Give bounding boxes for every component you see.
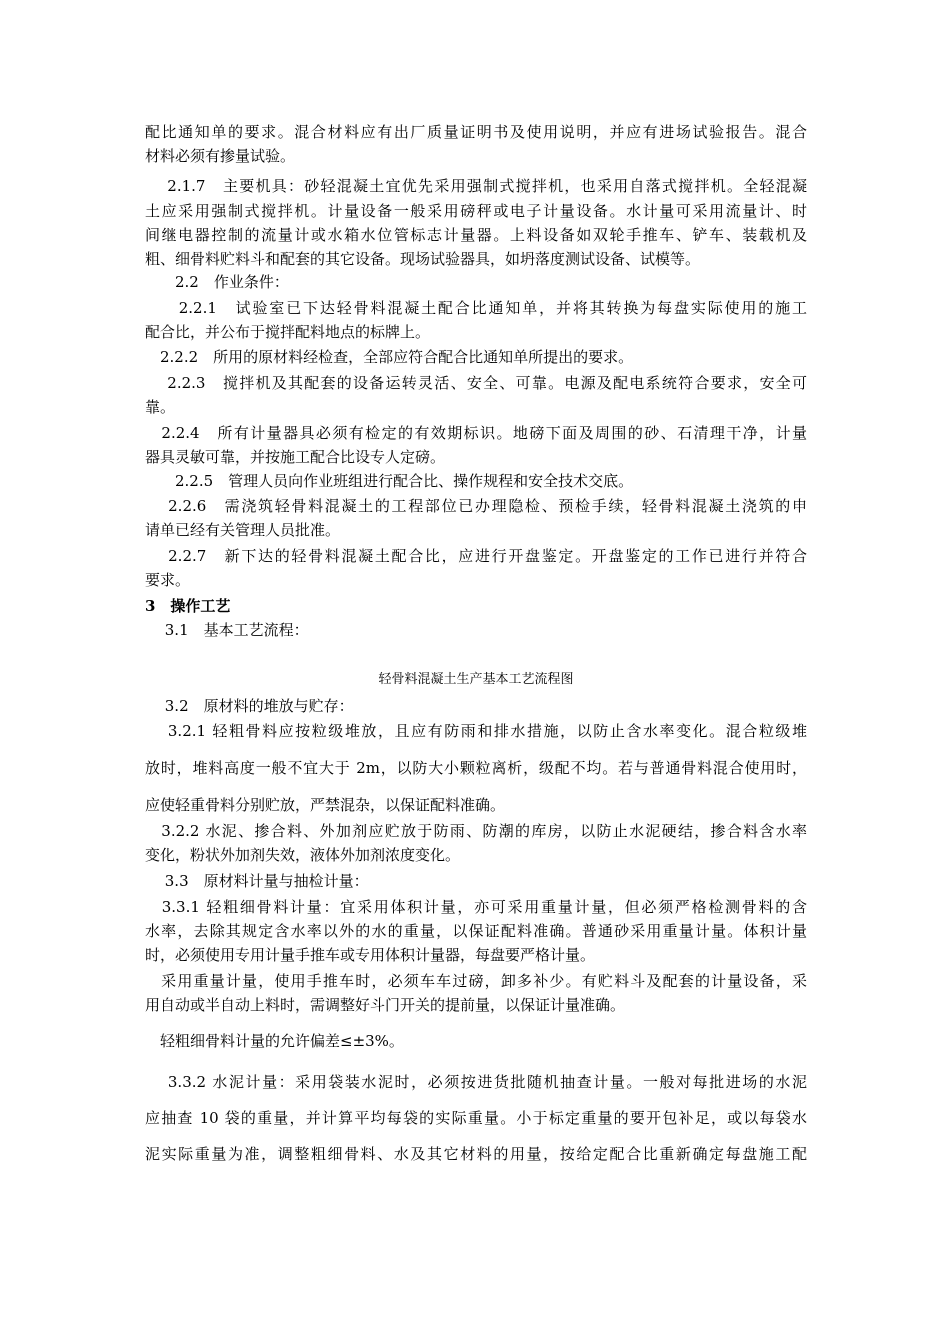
text-line: 要求。 (145, 571, 191, 589)
text-line: 3.2.2 水泥、掺合料、外加剂应贮放于防雨、防潮的库房，以防止水泥硬结，掺合料含水率 (145, 822, 807, 840)
text-line: 粗、细骨料贮料斗和配套的其它设备。现场试验器具，如坍落度测试设备、试模等。 (145, 250, 701, 268)
text-line: 3.2.1 轻粗骨料应按粒级堆放，且应有防雨和排水措施，以防止含水率变化。混合粒级堆 (145, 722, 807, 740)
text-line: 器具灵敏可靠，并按施工配合比设专人定磅。 (145, 448, 446, 466)
text-line: 材料必须有掺量试验。 (145, 147, 296, 165)
section-heading: 3 操作工艺 (145, 597, 231, 615)
text-line: 放时，堆料高度一般不宜大于 2m，以防大小颗粒离析，级配不均。若与普通骨料混合使用时， (145, 759, 807, 777)
text-line: 水率，去除其规定含水率以外的水的重量，以保证配料准确。普通砂采用重量计量。体积计量 (145, 922, 807, 940)
text-line: 2.2.6 需浇筑轻骨料混凝土的工程部位已办理隐检、预检手续，轻骨料混凝土浇筑的申 (145, 497, 807, 515)
text-line: 采用重量计量，使用手推车时，必须车车过磅，卸多补少。有贮料斗及配套的计量设备，采 (145, 972, 807, 990)
text-line: 3.3.2 水泥计量：采用袋装水泥时，必须按进货批随机抽查计量。一般对每批进场的水泥 (145, 1073, 807, 1091)
figure-caption: 轻骨料混凝土生产基本工艺流程图 (378, 672, 574, 687)
text-line: 2.2.4 所有计量器具必须有检定的有效期标识。地磅下面及周围的砂、石清理干净，计量 (145, 424, 807, 442)
text-line: 2.2.5 管理人员向作业班组进行配合比、操作规程和安全技术交底。 (145, 472, 634, 490)
text-line: 2.2.3 搅拌机及其配套的设备运转灵活、安全、可靠。电源及配电系统符合要求，安全可 (145, 374, 807, 392)
section-heading: 3.3 原材料计量与抽检计量： (145, 872, 369, 890)
text-line: 间继电器控制的流量计或水箱水位管标志计量器。上料设备如双轮手推车、铲车、装载机及 (145, 226, 807, 244)
text-line: 配比通知单的要求。混合材料应有出厂质量证明书及使用说明，并应有进场试验报告。混合 (145, 123, 807, 141)
text-line: 时，必须使用专用计量手推车或专用体积计量器，每盘要严格计量。 (145, 946, 596, 964)
text-line: 变化，粉状外加剂失效，液体外加剂浓度变化。 (145, 846, 461, 864)
text-line: 轻粗细骨料计量的允许偏差≤±3%。 (145, 1032, 404, 1050)
text-line: 泥实际重量为准，调整粗细骨料、水及其它材料的用量，按给定配合比重新确定每盘施工配 (145, 1145, 807, 1163)
text-line: 应使轻重骨料分别贮放，严禁混杂，以保证配料准确。 (145, 796, 506, 814)
text-line: 配合比，并公布于搅拌配料地点的标牌上。 (145, 323, 431, 341)
text-line: 用自动或半自动上料时，需调整好斗门开关的提前量，以保证计量准确。 (145, 996, 626, 1014)
text-line: 2.1.7 主要机具：砂轻混凝土宜优先采用强制式搅拌机，也采用自落式搅拌机。全轻混凝 (145, 177, 807, 195)
text-line: 2.2.7 新下达的轻骨料混凝土配合比，应进行开盘鉴定。开盘鉴定的工作已进行并符合 (145, 547, 807, 565)
text-line: 3.1 基本工艺流程： (145, 621, 309, 639)
text-line: 应抽查 10 袋的重量，并计算平均每袋的实际重量。小于标定重量的要开包补足，或以每袋水 (145, 1109, 807, 1127)
text-line: 土应采用强制式搅拌机。计量设备一般采用磅秤或电子计量设备。水计量可采用流量计、时 (145, 202, 807, 220)
section-heading: 3.2 原材料的堆放与贮存： (145, 697, 354, 715)
text-line: 3.3.1 轻粗细骨料计量：宜采用体积计量，亦可采用重量计量，但必须严格检测骨料的含 (145, 898, 807, 916)
text-line: 2.2.1 试验室已下达轻骨料混凝土配合比通知单，并将其转换为每盘实际使用的施工 (145, 299, 807, 317)
text-line: 2.2.2 所用的原材料经检查，全部应符合配合比通知单所提出的要求。 (145, 348, 634, 366)
text-line: 靠。 (145, 398, 176, 416)
section-heading: 2.2 作业条件： (145, 273, 289, 291)
text-line: 请单已经有关管理人员批准。 (145, 521, 341, 539)
